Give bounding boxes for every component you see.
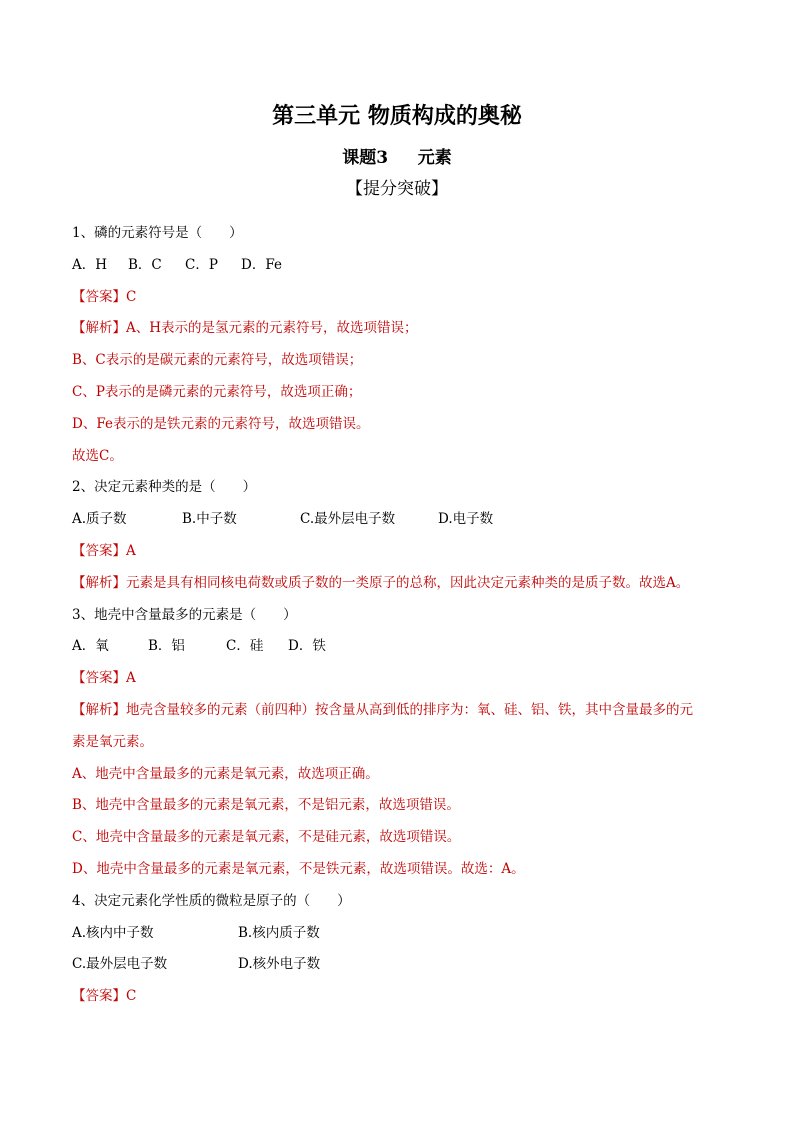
question-4: 4、决定元素化学性质的微粒是原子的（ ）	[72, 892, 351, 909]
option-b: B．铝	[148, 638, 185, 655]
option-d: D．铁	[288, 638, 326, 655]
answer-2	[72, 536, 732, 568]
analysis-1-d: D、Fe表示的是铁元素的元素符号，故选项错误。	[72, 415, 370, 432]
analysis-3-b: B、地壳中含量最多的元素是氧元素，不是铝元素，故选项错误。	[72, 797, 460, 814]
analysis-3-a: A、地壳中含量最多的元素是氧元素，故选项正确。	[72, 765, 379, 782]
analysis-text: 地壳含量较多的元素（前四种）按含量从高到低的排序为：氧、硅、铝、铁，其中含量最多的元	[126, 701, 693, 718]
answer-tag: 【答案】	[72, 542, 126, 559]
question-2-options	[72, 504, 732, 536]
question-1-options	[72, 250, 732, 282]
option-d: D.核外电子数	[238, 956, 321, 973]
analysis-3-c: C、地壳中含量最多的元素是氧元素，不是硅元素，故选项错误。	[72, 829, 461, 846]
option-a: A.质子数	[72, 511, 127, 528]
analysis-1-b: B、C表示的是碳元素的元素符号，故选项错误；	[72, 352, 363, 369]
analysis-1-c: C、P表示的是磷元素的元素符号，故选项正确；	[72, 383, 362, 400]
question-2: 2、决定元素种类的是（ ）	[72, 479, 257, 496]
option-b: B．C	[128, 256, 162, 273]
analysis-text: 元素是具有相同核电荷数或质子数的一类原子的总称，因此决定元素种类的是质子数。故选A。	[126, 574, 690, 591]
analysis-3-cont: 素是氧元素。	[72, 733, 153, 750]
answer-4	[72, 981, 732, 1013]
answer-3	[72, 663, 732, 695]
answer-value: C	[126, 988, 137, 1005]
option-c: C.最外层电子数	[300, 511, 396, 528]
answer-value: A	[126, 542, 136, 559]
question-3-options	[72, 631, 732, 663]
answer-value: C	[126, 288, 137, 305]
option-c: C．P	[185, 256, 218, 273]
page-title: 第三单元 物质构成的奥秘	[272, 103, 522, 129]
option-b: B.中子数	[182, 511, 237, 528]
option-a: A．氧	[72, 638, 109, 655]
answer-tag: 【答案】	[72, 670, 126, 687]
option-b: B.核内质子数	[238, 924, 320, 941]
analysis-2	[72, 568, 732, 600]
question-3: 3、地壳中含量最多的元素是（ ）	[72, 606, 297, 623]
answer-tag: 【答案】	[72, 988, 126, 1005]
conclusion-1: 故选C。	[72, 447, 123, 464]
question-4-options-row2	[72, 949, 732, 981]
option-a: A．H	[72, 256, 108, 273]
analysis-tag: 【解析】	[72, 320, 126, 337]
option-c: C.最外层电子数	[72, 956, 168, 973]
answer-value: A	[126, 670, 136, 687]
answer-tag: 【答案】	[72, 288, 126, 305]
option-c: C．硅	[226, 638, 264, 655]
analysis-3-d: D、地壳中含量最多的元素是氧元素，不是铁元素，故选项错误。故选：A。	[72, 860, 525, 877]
option-a: A.核内中子数	[72, 924, 154, 941]
analysis-1	[72, 313, 732, 345]
analysis-text: A、H表示的是氢元素的元素符号，故选项错误；	[126, 320, 418, 337]
option-d: D．Fe	[241, 256, 282, 273]
option-d: D.电子数	[438, 511, 494, 528]
question-4-options-row1	[72, 918, 732, 950]
section-heading: 【提分突破】	[346, 179, 448, 199]
content	[72, 218, 732, 1013]
analysis-tag: 【解析】	[72, 574, 126, 591]
lesson-subtitle: 课题3 元素	[342, 148, 452, 168]
analysis-3	[72, 695, 732, 727]
question-1: 1、磷的元素符号是（ ）	[72, 225, 243, 241]
analysis-tag: 【解析】	[72, 701, 126, 718]
answer-1	[72, 282, 732, 314]
